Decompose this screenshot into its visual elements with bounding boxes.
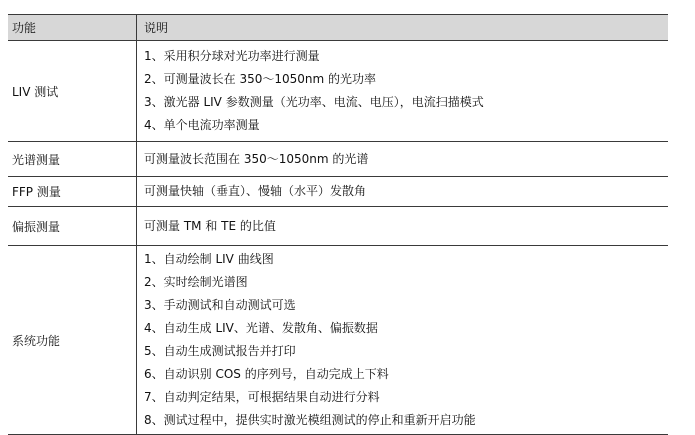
table-row — [8, 177, 668, 207]
row-function-cell: 光谱测量 — [8, 142, 137, 177]
header-description: 说明 — [137, 15, 669, 41]
spec-table — [8, 14, 668, 435]
row-description-cell — [137, 41, 669, 142]
description-line: 4、单个电流功率测量 — [144, 118, 260, 132]
table-row — [8, 246, 668, 435]
description-line: 可测量 TM 和 TE 的比值 — [144, 218, 276, 233]
row-function-cell: FFP 测量 — [8, 177, 137, 207]
row-description-cell — [137, 246, 669, 435]
description-line: 2、可测量波长在 350～1050nm 的光功率 — [144, 72, 377, 86]
row-function-cell: 系统功能 — [8, 246, 137, 435]
row-description-cell — [137, 177, 669, 207]
table-row — [8, 142, 668, 177]
row-description-cell — [137, 142, 669, 177]
row-description-cell — [137, 207, 669, 246]
description-line: 2、实时绘制光谱图 — [144, 275, 248, 289]
description-line: 1、采用积分球对光功率进行测量 — [144, 49, 320, 63]
table-row — [8, 207, 668, 246]
description-line: 7、自动判定结果，可根据结果自动进行分料 — [144, 390, 380, 404]
row-function-cell: 偏振测量 — [8, 207, 137, 246]
table-header-row — [8, 15, 668, 41]
description-line: 3、激光器 LIV 参数测量（光功率、电流、电压），电流扫描模式 — [144, 95, 484, 109]
description-line: 1、自动绘制 LIV 曲线图 — [144, 252, 274, 266]
description-line: 可测量快轴（垂直）、慢轴（水平）发散角 — [144, 184, 367, 198]
row-function-cell: LIV 测试 — [8, 41, 137, 142]
description-line: 6、自动识别 COS 的序列号，自动完成上下料 — [144, 367, 389, 381]
description-line: 8、测试过程中，提供实时激光模组测试的停止和重新开启功能 — [144, 413, 476, 427]
table-row — [8, 41, 668, 142]
description-line: 3、手动测试和自动测试可选 — [144, 298, 296, 312]
description-line: 5、自动生成测试报告并打印 — [144, 344, 296, 358]
header-function: 功能 — [8, 15, 137, 41]
description-line: 可测量波长范围在 350～1050nm 的光谱 — [144, 151, 369, 166]
description-line: 4、自动生成 LIV、光谱、发散角、偏振数据 — [144, 321, 378, 335]
